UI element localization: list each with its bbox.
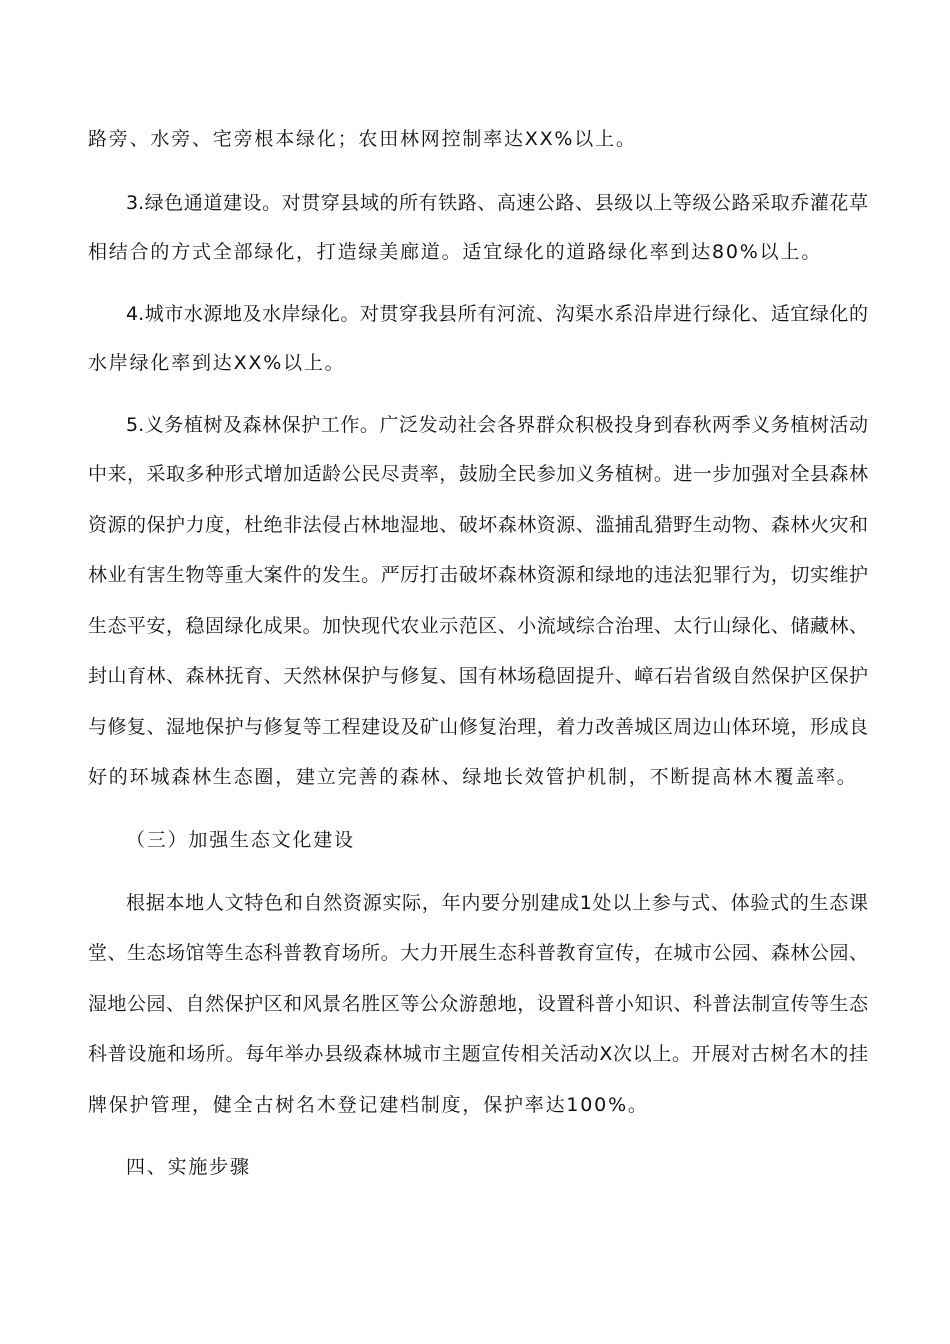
paragraph-line: 牌保护管理，健全古树名木登记建档制度，保护率达100%。: [88, 1094, 649, 1116]
section-heading: 四、实施步骤: [126, 1156, 251, 1178]
paragraph-line: 资源的保护力度，杜绝非法侵占林地湿地、破坏森林资源、滥捕乱猎野生动物、森林火灾和: [88, 514, 868, 536]
paragraph-line: 水岸绿化率到达XX%以上。: [88, 352, 346, 374]
paragraph-line: 林业有害生物等重大案件的发生。严厉打击破坏森林资源和绿地的违法犯罪行为，切实维护: [88, 564, 868, 586]
paragraph-line: 中来，采取多种形式增加适龄公民尽责率，鼓励全民参加义务植树。进一步加强对全县森林: [88, 463, 868, 485]
paragraph-line: 相结合的方式全部绿化，打造绿美廊道。适宜绿化的道路绿化率到达80%以上。: [88, 241, 823, 263]
paragraph-line: 4.城市水源地及水岸绿化。对贯穿我县所有河流、沟渠水系沿岸进行绿化、适宜绿化的: [126, 303, 868, 325]
paragraph-line: 3.绿色通道建设。对贯穿县域的所有铁路、高速公路、县级以上等级公路采取乔灌花草: [126, 192, 868, 214]
paragraph-line: 好的环城森林生态圈，建立完善的森林、绿地长效管护机制，不断提高林木覆盖率。: [88, 766, 858, 788]
paragraph-line: 生态平安，稳固绿化成果。加快现代农业示范区、小流域综合治理、太行山绿化、储藏林、: [88, 615, 868, 637]
paragraph-line: 堂、生态场馆等生态科普教育场所。大力开展生态科普教育宣传，在城市公园、森林公园、: [88, 942, 868, 964]
paragraph-line: 根据本地人文特色和自然资源实际，年内要分别建成1处以上参与式、体验式的生态课: [126, 892, 868, 914]
section-heading: （三）加强生态文化建设: [126, 829, 355, 851]
paragraph-line: 湿地公园、自然保护区和风景名胜区等公众游憩地，设置科普小知识、科普法制宣传等生态: [88, 993, 868, 1015]
paragraph-line: 科普设施和场所。每年举办县级森林城市主题宣传相关活动X次以上。开展对古树名木的挂: [88, 1043, 868, 1065]
paragraph-line: 路旁、水旁、宅旁根本绿化；农田林网控制率达XX%以上。: [88, 128, 637, 150]
paragraph-line: 封山育林、森林抚育、天然林保护与修复、国有林场稳固提升、嶂石岩省级自然保护区保护: [88, 665, 868, 687]
paragraph-line: 5.义务植树及森林保护工作。广泛发动社会各界群众积极投身到春秋两季义务植树活动: [126, 414, 868, 436]
paragraph-line: 与修复、湿地保护与修复等工程建设及矿山修复治理，着力改善城区周边山体环境，形成良: [88, 716, 868, 738]
